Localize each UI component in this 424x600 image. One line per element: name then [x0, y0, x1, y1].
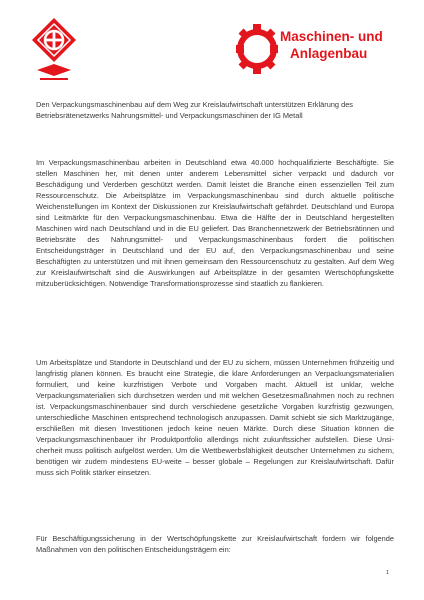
ig-metall-logo: [30, 16, 78, 82]
brand-line-2: Anlagenbau: [290, 46, 368, 61]
brand-text: [280, 28, 383, 62]
paragraph-3: Für Beschäftigungssicherung in der Wertschöpfungskette zur Kreislaufwirtschaft fordern wir folgende Maßnahmen von den politischen Entscheidungsträgern ein:: [36, 534, 394, 554]
page-number: 1: [386, 570, 390, 576]
paragraph-2: Um Arbeitsplätze und Standorte in Deutschland und der EU zu sichern, müssen Unternehmen frühzeitig und langfristig planen können. Es braucht eine Strategie, die klare Anforderungen an Verpackungsmaterialien formuliert, und keine kurzfristigen Verbote und Vorgaben macht. Aktuell ist unklar, welche Verpackungsmaterialien sich durchsetzen werden und mit welchen Gesetzesmaßnahmen noch zu rechnen ist. Verpackungsmaschinenbauer sind durch verschiedene gesetzliche Vorgaben kurzfristig gezwungen, unterschiedliche Maschinen entsprechend technologisch anzupassen. Damit schiebt sie sich Marktzugänge, erschließen mit diesen Investitionen jedoch keine neuen Märkte. Durch diese Situation können die Verpackungsmaschinenbauer ihr Produktportfolio allerdings nicht zukunftssicher aufstellen. Diese Unsicherheit muss politisch aufgelöst werden. Um die Wettbewerbsfähigkeit deutscher Unternehmen zu sichern, benötigen wir zudem mindestens EU-weite – besser globale – Regelungen zur Kreislaufwirtschaft. Dafür muss sich Politik stärker einsetzen.: [36, 358, 394, 477]
paragraph-1: Im Verpackungsmaschinenbau arbeiten in Deutschland etwa 40.000 hochqualifizierte Beschäftigte. Sie stellen Maschinen her, mit denen unter anderem Lebensmittel sicher verpackt und dadurch vor Beschädigung und Verderben geschützt werden. Damit leistet die Branche einen essenziellen Teil zum Ressourcenschutz. Die Arbeitsplätze im Verpackungsmaschinenbau sind durch aktuelle politische Weichenstellungen im Kontext der Diskussionen zur Kreislaufwirtschaft gefährdet. Deutschland und Europa sind Leitmärkte für den Verpackungsmaschinenbau. Etwa die Hälfte der in Deutschland hergestellten Maschinen wird nach Deutschland und in die EU geliefert. Das Branchennetzwerk der Betriebsrätinnen und Betriebsräte des Nahrungsmittel- und Verpackungsmaschinenbaus fordert die politischen Entscheidungsträger in Deutschland und der EU auf, den Verpackungsmaschinenbau und seine Beschäftigten zu unterstützen und mit ihnen gemeinsam den Ressourcenschutz zu gestalten. Auf dem Weg zur Kreislaufwirtschaft sind die Auswirkungen auf Arbeitsplätze in der gesamten Wertschöpfungskette mitzuberücksichtigen. Notwendige Transformationsprozesse sind staatlich zu flankieren.: [36, 158, 394, 288]
gear-icon: [236, 22, 278, 76]
document-heading: Den Verpackungsmaschinenbau auf dem Weg zur Kreislaufwirtschaft unterstützen Erklärung des Betriebsrätenetzwerks Nahrungsmittel- und Verpackungsmaschinen der IG Metall: [36, 100, 354, 120]
maschinen-anlagenbau-logo: [236, 16, 406, 78]
brand-line-1: Maschinen- und: [280, 29, 383, 44]
